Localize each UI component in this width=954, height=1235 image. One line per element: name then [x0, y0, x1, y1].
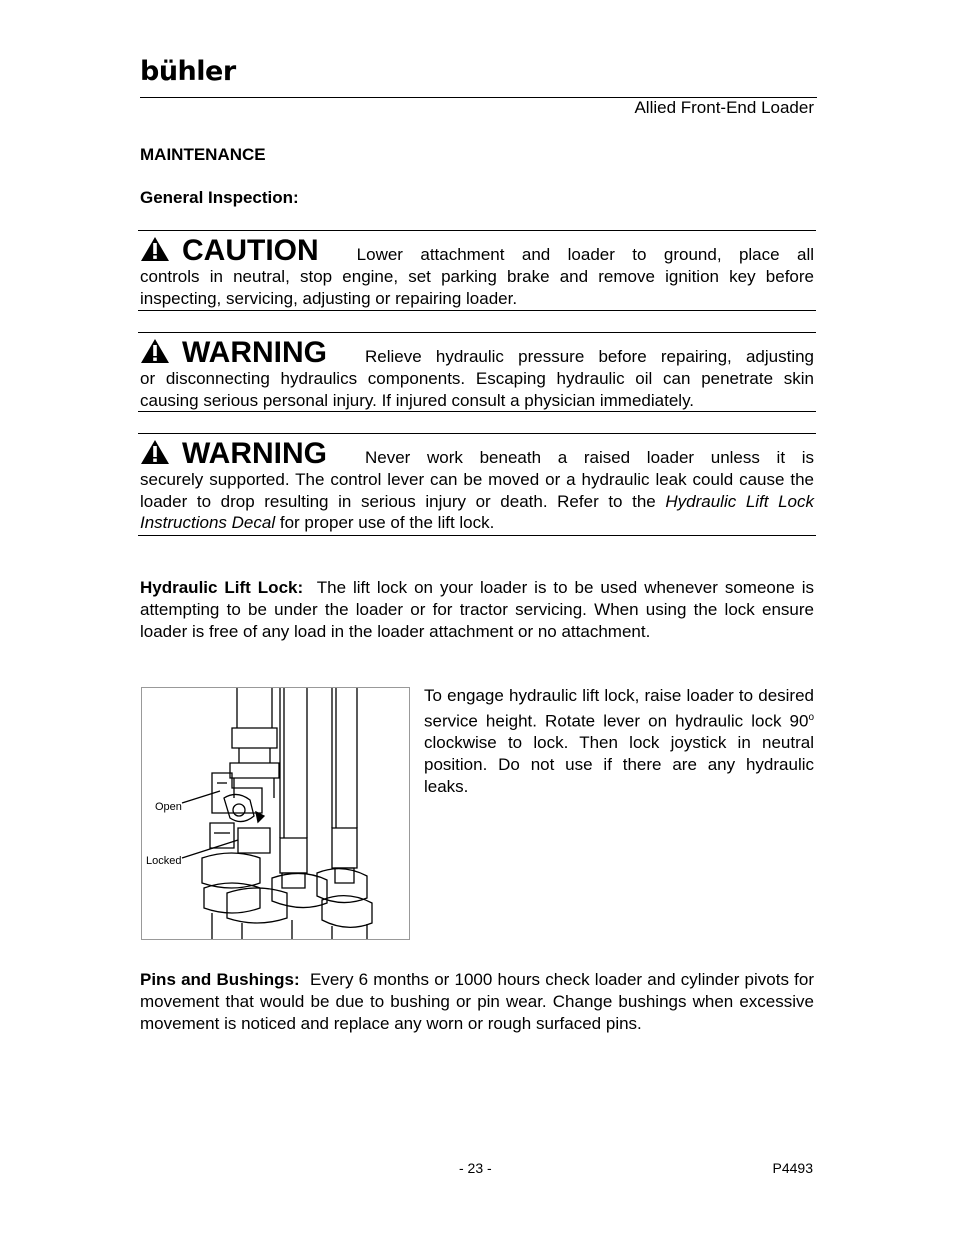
alert-body: controls in neutral, stop engine, set parking brake and remove ignition key before inspecting, servicing, adjusting or repairing loader.: [140, 267, 814, 308]
alert-body-end: for proper use of the lift lock.: [279, 513, 495, 532]
page-number: - 23 -: [459, 1160, 492, 1176]
lift-lock-figure: [141, 687, 410, 940]
lift-lock-heading: Hydraulic Lift Lock:: [140, 578, 304, 597]
degree-symbol: o: [808, 711, 814, 723]
alert-label: WARNING: [182, 437, 327, 470]
warning-triangle-icon: [140, 338, 170, 364]
warning-alert-hydraulic-pressure: [138, 332, 816, 412]
warning-alert-raised-loader: [138, 433, 816, 536]
brand-logo: bühler: [140, 56, 236, 87]
alert-body: [138, 469, 816, 534]
alert-label: WARNING: [182, 336, 327, 369]
lift-lock-body: The lift lock on your loader is to be used whenever someone is attempting to be under the loader or for tractor servicing. When using the lock ensure loader is free of any load in the loader attachment or no attachment.: [140, 578, 815, 641]
pins-heading: Pins and Bushings:: [140, 970, 300, 989]
alert-body: or disconnecting hydraulics components. Escaping hydraulic oil can penetrate skin causing serious personal injury. If injured consult a physician immediately.: [140, 369, 814, 410]
lift-lock-instructions: [424, 685, 814, 798]
alert-label: CAUTION: [182, 234, 319, 267]
instructions-text: To engage hydraulic lift lock, raise loader to desired service height. Rotate lever on hydraulic lock 90: [424, 686, 814, 731]
alert-text: Lower attachment and loader to ground, place all: [356, 245, 814, 264]
alert-text: Relieve hydraulic pressure before repairing, adjusting: [365, 347, 814, 366]
warning-triangle-icon: [140, 236, 170, 262]
lift-lock-paragraph: [140, 577, 814, 642]
figure-label-locked: Locked: [146, 855, 182, 867]
instructions-text-end: clockwise to lock. Then lock joystick in neutral position. Do not use if there are any hydraulic leaks.: [424, 733, 814, 796]
alert-first-line: [138, 231, 816, 266]
alert-body-text: securely supported. The control lever can be moved or a hydraulic leak could cause the loader to drop resulting in serious injury or death. Refer to the: [140, 470, 814, 511]
pins-bushings-paragraph: [140, 969, 814, 1034]
section-title: MAINTENANCE: [140, 145, 266, 164]
document-code: P4493: [772, 1160, 813, 1176]
figure-label-open: Open: [155, 801, 182, 813]
warning-triangle-icon: [140, 439, 170, 465]
subsection-title: General Inspection:: [140, 188, 299, 207]
alert-first-line: [138, 333, 816, 368]
caution-alert: [138, 230, 816, 311]
alert-text: Never work beneath a raised loader unless it is: [365, 448, 814, 467]
document-title: Allied Front-End Loader: [634, 98, 814, 117]
lift-lock-illustration: [142, 688, 409, 939]
decal-reference: Hydraulic Lift Lock Instructions Decal: [140, 491, 815, 532]
alert-first-line: [138, 434, 816, 469]
pins-body: Every 6 months or 1000 hours check loader and cylinder pivots for movement that would be due to bushing or pin wear. Change bushings when excessive movement is noticed and replace any worn or rough surfaced pins.: [140, 970, 814, 1033]
